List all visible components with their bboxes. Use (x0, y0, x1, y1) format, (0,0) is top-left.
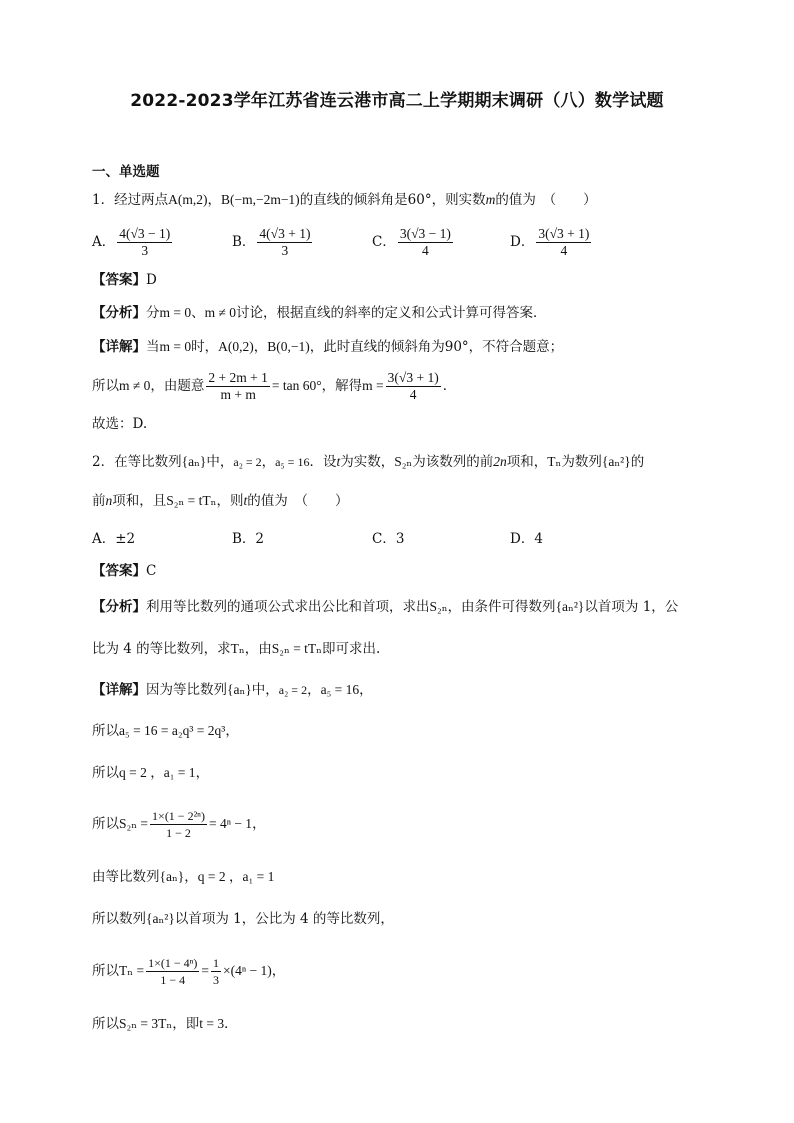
q2-stem-line2: 前n项和，且S₂ₙ = tTₙ，则t的值为 （ ） (92, 493, 349, 509)
page-title: 2022-2023学年江苏省连云港市高二上学期期末调研（八）数学试题 (130, 91, 664, 111)
q2-step-5: 所以数列{aₙ²}以首项为 1，公比为 4 的等比数列， (92, 911, 394, 927)
q1-answer: 【答案】D (92, 272, 157, 288)
q2-detail-line1: 【详解】因为等比数列{aₙ}中，a₂ = 2，a₅ = 16， (92, 682, 373, 698)
q2-analysis-line1: 【分析】利用等比数列的通项公式求出公比和首项，求出S₂ₙ，由条件可得数列{aₙ²}以首项为 1，公 (92, 599, 679, 615)
q2-step-6: 所以Tₙ = $\frac{\text{1×(1 − 4ⁿ)}}{1 - 4}$ = $\frac{1}{3}$ ×(4ⁿ − 1)， (92, 956, 286, 987)
q2-step-7: 所以S₂ₙ = 3Tₙ，即t = 3． (92, 1016, 238, 1032)
q2-option-b: B．2 (232, 531, 265, 547)
q2-step-1: 所以a₅ = 16 = a₂q³ = 2q³， (92, 723, 239, 739)
q1-analysis: 【分析】分m = 0、m ≠ 0讨论，根据直线的斜率的定义和公式计算可得答案． (92, 305, 547, 321)
q2-option-a: A．±2 (92, 531, 136, 547)
q2-step-3: 所以S₂ₙ = $\frac{\text{1×(1 − 2²ⁿ)}}{1 - 2}$ = 4ⁿ − 1， (92, 809, 266, 840)
q1-detail-line1: 【详解】当m = 0时，A(0,2)，B(0,−1)，此时直线的倾斜角为90°，不符合题意； (92, 339, 564, 355)
q2-answer: 【答案】C (92, 563, 157, 579)
q1-option-d: D． $\frac{3(√3 + 1)}{4}$ (510, 226, 590, 258)
q2-step-2: 所以q = 2 ，a₁ = 1， (92, 765, 210, 781)
q1-choose: 故选：D. (92, 416, 148, 432)
q1-detail-line2: 所以m ≠ 0，由题意 $\frac{2 + 2m + 1}{m + m}$ = tan 60°，解得m = $\frac{3(√3 + 1)}{4}$ ． (92, 370, 457, 402)
q1-option-c: C． $\frac{3(√3 - 1)}{4}$ (372, 226, 451, 258)
q2-step-4: 由等比数列{aₙ}，q = 2 ，a₁ = 1 (92, 869, 275, 885)
q1-option-b: B． $\frac{4(√3 + 1)}{3}$ (232, 226, 311, 258)
q1-option-a: A． $\frac{4(√3 - 1)}{3}$ (92, 226, 171, 258)
q2-option-c: C．3 (372, 531, 405, 547)
q2-option-d: D．4 (510, 531, 543, 547)
q1-stem: 1．经过两点A(m,2)，B(−m,−2m−1)的直线的倾斜角是60°，则实数m的值为 （ ） (92, 192, 597, 208)
q2-analysis-line2: 比为 4 的等比数列，求Tₙ，由S₂ₙ = tTₙ即可求出. (92, 641, 381, 657)
section-heading: 一、单选题 (92, 164, 160, 180)
q2-stem-line1: 2．在等比数列{aₙ}中，a₂ = 2，a₅ = 16．设t为实数，S₂ₙ为该数列的前2n项和，Tₙ为数列{aₙ²}的 (92, 454, 645, 470)
